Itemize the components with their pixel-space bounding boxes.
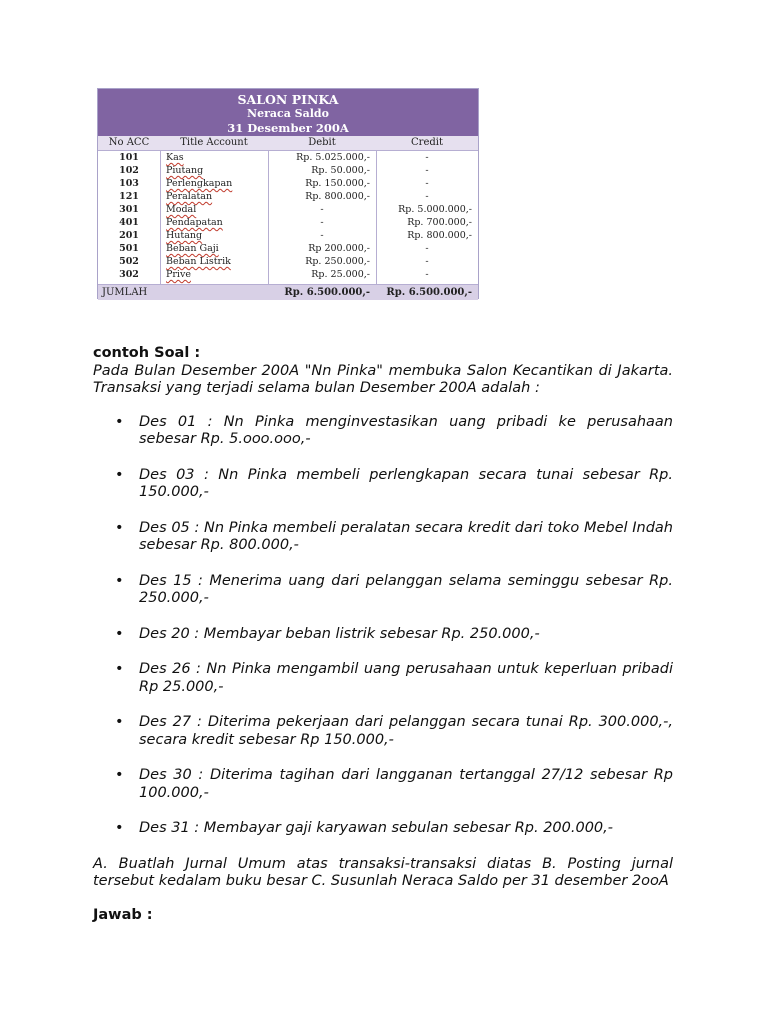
document-body	[93, 345, 673, 924]
account-title	[160, 216, 268, 229]
column-headers	[98, 136, 478, 151]
transaction-list	[93, 414, 673, 838]
task-paragraph: A. Buatlah Jurnal Umum atas transaksi-transaksi diatas B. Posting jurnal tersebut kedalam buku besar C. Susunlah Neraca Saldo per 31 desember 2ooA	[93, 855, 673, 889]
list-item	[93, 767, 673, 802]
account-number: 121	[119, 191, 139, 202]
list-item	[93, 714, 673, 749]
account-title	[160, 229, 268, 242]
table-row	[98, 203, 478, 216]
debit-amount: Rp. 25.000,-	[311, 269, 370, 280]
account-title-text: Peralatan	[166, 191, 213, 202]
account-title	[160, 190, 268, 203]
credit-amount: Rp. 800.000,-	[407, 230, 472, 241]
transaction-text: Des 30 : Diterima tagihan dari langganan tertanggal 27/12 sebesar Rp 100.000,-	[139, 767, 673, 801]
account-title-text: Beban Gaji	[166, 243, 219, 254]
transaction-text: Des 27 : Diterima pekerjaan dari pelanggan secara tunai Rp. 300.000,-, secara kredit sebesar Rp 150.000,-	[139, 714, 673, 748]
bullet-icon: •	[115, 767, 124, 783]
section-heading: contoh Soal :	[93, 345, 201, 361]
account-title	[160, 255, 268, 268]
account-title-text: Beban Listrik	[166, 256, 231, 267]
bullet-icon: •	[115, 466, 124, 483]
account-title-text: Hutang	[166, 230, 203, 241]
trial-balance-table	[97, 88, 479, 299]
transaction-text: Des 20 : Membayar beban listrik sebesar Rp. 250.000,-	[139, 625, 540, 642]
intro-paragraph: Pada Bulan Desember 200A "Nn Pinka" membuka Salon Kecantikan di Jakarta. Transaksi yang terjadi selama bulan Desember 200A adalah :	[93, 362, 673, 396]
column-header-debit: Debit	[308, 137, 336, 148]
debit-amount: Rp. 800.000,-	[305, 191, 370, 202]
total-label: JUMLAH	[102, 287, 148, 298]
column-divider	[160, 151, 161, 284]
list-item	[93, 820, 673, 838]
account-title-text: Kas	[166, 152, 184, 163]
debit-amount: -	[320, 217, 324, 228]
table-row	[98, 190, 478, 203]
account-number: 301	[119, 204, 139, 215]
bullet-icon: •	[115, 661, 124, 677]
bullet-icon: •	[115, 519, 124, 536]
table-row	[98, 177, 478, 190]
account-title	[160, 177, 268, 190]
bullet-icon: •	[115, 625, 124, 642]
table-row	[98, 242, 478, 255]
report-date: 31 Desember 200A	[227, 121, 349, 135]
credit-amount: Rp. 5.000.000,-	[398, 204, 472, 215]
list-item	[93, 467, 673, 502]
debit-amount: Rp 200.000,-	[308, 243, 370, 254]
credit-amount: -	[425, 178, 429, 189]
bullet-icon: •	[115, 572, 124, 589]
debit-amount: Rp. 150.000,-	[305, 178, 370, 189]
table-row	[98, 229, 478, 242]
account-title-text: Pendapatan	[166, 217, 223, 228]
transaction-text: Des 03 : Nn Pinka membeli perlengkapan secara tunai sebesar Rp. 150.000,-	[139, 466, 673, 500]
credit-amount: -	[425, 152, 429, 163]
list-item	[93, 626, 673, 644]
transaction-text: Des 31 : Membayar gaji karyawan sebulan sebesar Rp. 200.000,-	[139, 820, 613, 836]
credit-amount: -	[425, 269, 429, 280]
list-item	[93, 661, 673, 696]
table-row	[98, 255, 478, 268]
total-debit: Rp. 6.500.000,-	[284, 287, 370, 298]
debit-amount: Rp. 5.025.000,-	[296, 152, 370, 163]
column-header-title-account: Title Account	[180, 137, 248, 148]
account-title	[160, 151, 268, 164]
bullet-icon: •	[115, 820, 124, 836]
account-number: 103	[119, 178, 139, 189]
trial-balance-header	[98, 89, 478, 136]
credit-amount: Rp. 700.000,-	[407, 217, 472, 228]
column-divider	[376, 151, 377, 284]
table-row	[98, 268, 478, 281]
company-name: SALON PINKA	[237, 92, 339, 107]
account-title	[160, 164, 268, 177]
answer-heading: Jawab :	[93, 906, 153, 923]
credit-amount: -	[425, 191, 429, 202]
transaction-text: Des 05 : Nn Pinka membeli peralatan secara kredit dari toko Mebel Indah sebesar Rp. 800.000,-	[139, 519, 673, 553]
account-title	[160, 203, 268, 216]
account-number: 502	[119, 256, 139, 267]
list-item	[93, 573, 673, 608]
column-header-no-acc: No ACC	[108, 137, 150, 148]
report-name: Neraca Saldo	[247, 107, 329, 120]
table-row	[98, 151, 478, 164]
credit-amount: -	[425, 165, 429, 176]
table-row	[98, 164, 478, 177]
credit-amount: -	[425, 256, 429, 267]
transaction-text: Des 26 : Nn Pinka mengambil uang perusahaan untuk keperluan pribadi Rp 25.000,-	[139, 661, 673, 695]
account-title	[160, 268, 268, 281]
table-row	[98, 216, 478, 229]
credit-amount: -	[425, 243, 429, 254]
transaction-text: Des 15 : Menerima uang dari pelanggan selama seminggu sebesar Rp. 250.000,-	[139, 572, 673, 606]
total-row	[98, 284, 478, 300]
list-item	[93, 520, 673, 555]
column-divider	[268, 151, 269, 284]
account-number: 101	[119, 152, 139, 163]
account-title-text: Piutang	[166, 165, 204, 176]
account-number: 302	[119, 269, 139, 280]
account-number: 201	[119, 230, 139, 241]
trial-balance-body	[98, 151, 478, 284]
list-item	[93, 414, 673, 449]
column-header-credit: Credit	[411, 137, 443, 148]
account-title-text: Modal	[166, 204, 197, 215]
account-number: 102	[119, 165, 139, 176]
debit-amount: -	[320, 230, 324, 241]
account-title-text: Prive	[166, 269, 191, 280]
debit-amount: Rp. 50.000,-	[311, 165, 370, 176]
account-title-text: Perlengkapan	[166, 178, 233, 189]
debit-amount: Rp. 250.000,-	[305, 256, 370, 267]
total-credit: Rp. 6.500.000,-	[386, 287, 472, 298]
account-title	[160, 242, 268, 255]
account-number: 401	[119, 217, 139, 228]
debit-amount: -	[320, 204, 324, 215]
bullet-icon: •	[115, 413, 124, 430]
transaction-text: Des 01 : Nn Pinka menginvestasikan uang pribadi ke perusahaan sebesar Rp. 5.ooo.ooo,-	[139, 413, 673, 447]
account-number: 501	[119, 243, 139, 254]
bullet-icon: •	[115, 714, 124, 730]
